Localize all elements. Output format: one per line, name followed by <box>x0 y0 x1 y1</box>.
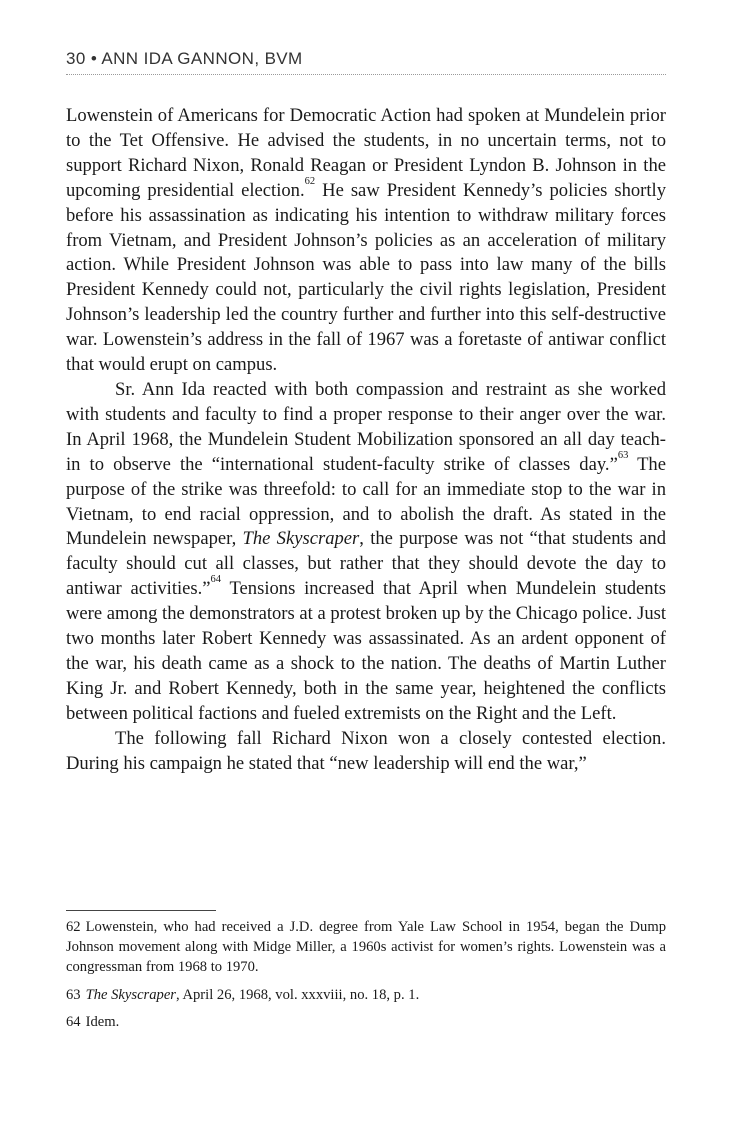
footnote-reference[interactable]: 62 <box>304 175 316 187</box>
footnote-text: , April 26, 1968, vol. xxxviii, no. 18, p. 1. <box>175 986 420 1003</box>
paragraph-text: Lowenstein of Americans for Democratic Action had spoken at Mundelein prior to the Tet Offensive. He advised the students, in no uncertain terms, not to support Richard Nixon, Ronald Reagan or President Lyndon B. Johnson in the upcoming presidential election. <box>66 105 666 201</box>
footnote <box>66 917 666 978</box>
paragraph-text: He saw President Kennedy’s policies shortly before his assassination as indicating his intention to withdraw military forces from Vietnam, and President Johnson’s policies as an acceleration of military action. While President Johnson was able to pass into law many of the bills President Kennedy could not, particularly the civil rights legislation, President Johnson’s leadership led the country further and further into this self-destructive war. Lowenstein’s address in the fall of 1967 was a foretaste of antiwar conflict that would erupt on campus. <box>66 179 666 376</box>
paragraph-3 <box>66 727 666 777</box>
footnote-number: 63 <box>66 986 81 1003</box>
footnote-text: Idem. <box>85 1013 120 1030</box>
paragraph-text: The following fall Richard Nixon won a closely contested election. During his campaign he stated that “new leadership will end the war,” <box>66 727 666 774</box>
footnote-divider <box>66 910 216 911</box>
newspaper-title: The Skyscraper <box>242 528 360 550</box>
paragraph-2 <box>66 378 666 727</box>
footnote-number: 64 <box>66 1013 81 1030</box>
paragraph-text: Sr. Ann Ida reacted with both compassion and restraint as she worked with students and faculty to find a proper response to their anger over the war. In April 1968, the Mundelein Student Mobilization sponsored an all day teach-in to observe the “international student-faculty strike of classes day.” <box>66 378 666 475</box>
footnotes <box>66 917 666 1039</box>
footnote-text: Lowenstein, who had received a J.D. degree from Yale Law School in 1954, began the Dump Johnson movement along with Midge Miller, a 1960s activist for women’s rights. Lowenstein was a congressman from 1968 to 1970. <box>66 919 666 976</box>
footnote-italic-title: The Skyscraper <box>85 986 176 1003</box>
body-text <box>66 104 666 776</box>
footnote-reference[interactable]: 63 <box>617 449 629 461</box>
paragraph-text: , the purpose was not “that students and faculty should cut all classes, but rather that they should devote the day to antiwar activities.” <box>66 528 667 600</box>
paragraph-1 <box>66 104 666 378</box>
footnote-number: 62 <box>66 919 81 935</box>
running-head: 30 • ANN IDA GANNON, BVM <box>66 49 666 75</box>
paragraph-text: The purpose of the strike was threefold: to call for an immediate stop to the war in Vietnam, to end racial oppression, and to abolish the draft. As stated in the Mundelein newspaper, <box>66 453 666 550</box>
paragraph-text: Tensions increased that April when Mundelein students were among the demonstrators at a protest broken up by the Chicago police. Just two months later Robert Kennedy was assassinated. As an ardent opponent of the war, his death came as a shock to the nation. The deaths of Martin Luther King Jr. and Robert Kennedy, both in the same year, heightened the conflicts between political factions and fueled extremists on the Right and the Left. <box>66 578 667 724</box>
book-page <box>66 0 666 1125</box>
footnote <box>66 1012 666 1032</box>
footnote <box>66 985 666 1005</box>
footnote-reference[interactable]: 64 <box>210 574 222 586</box>
